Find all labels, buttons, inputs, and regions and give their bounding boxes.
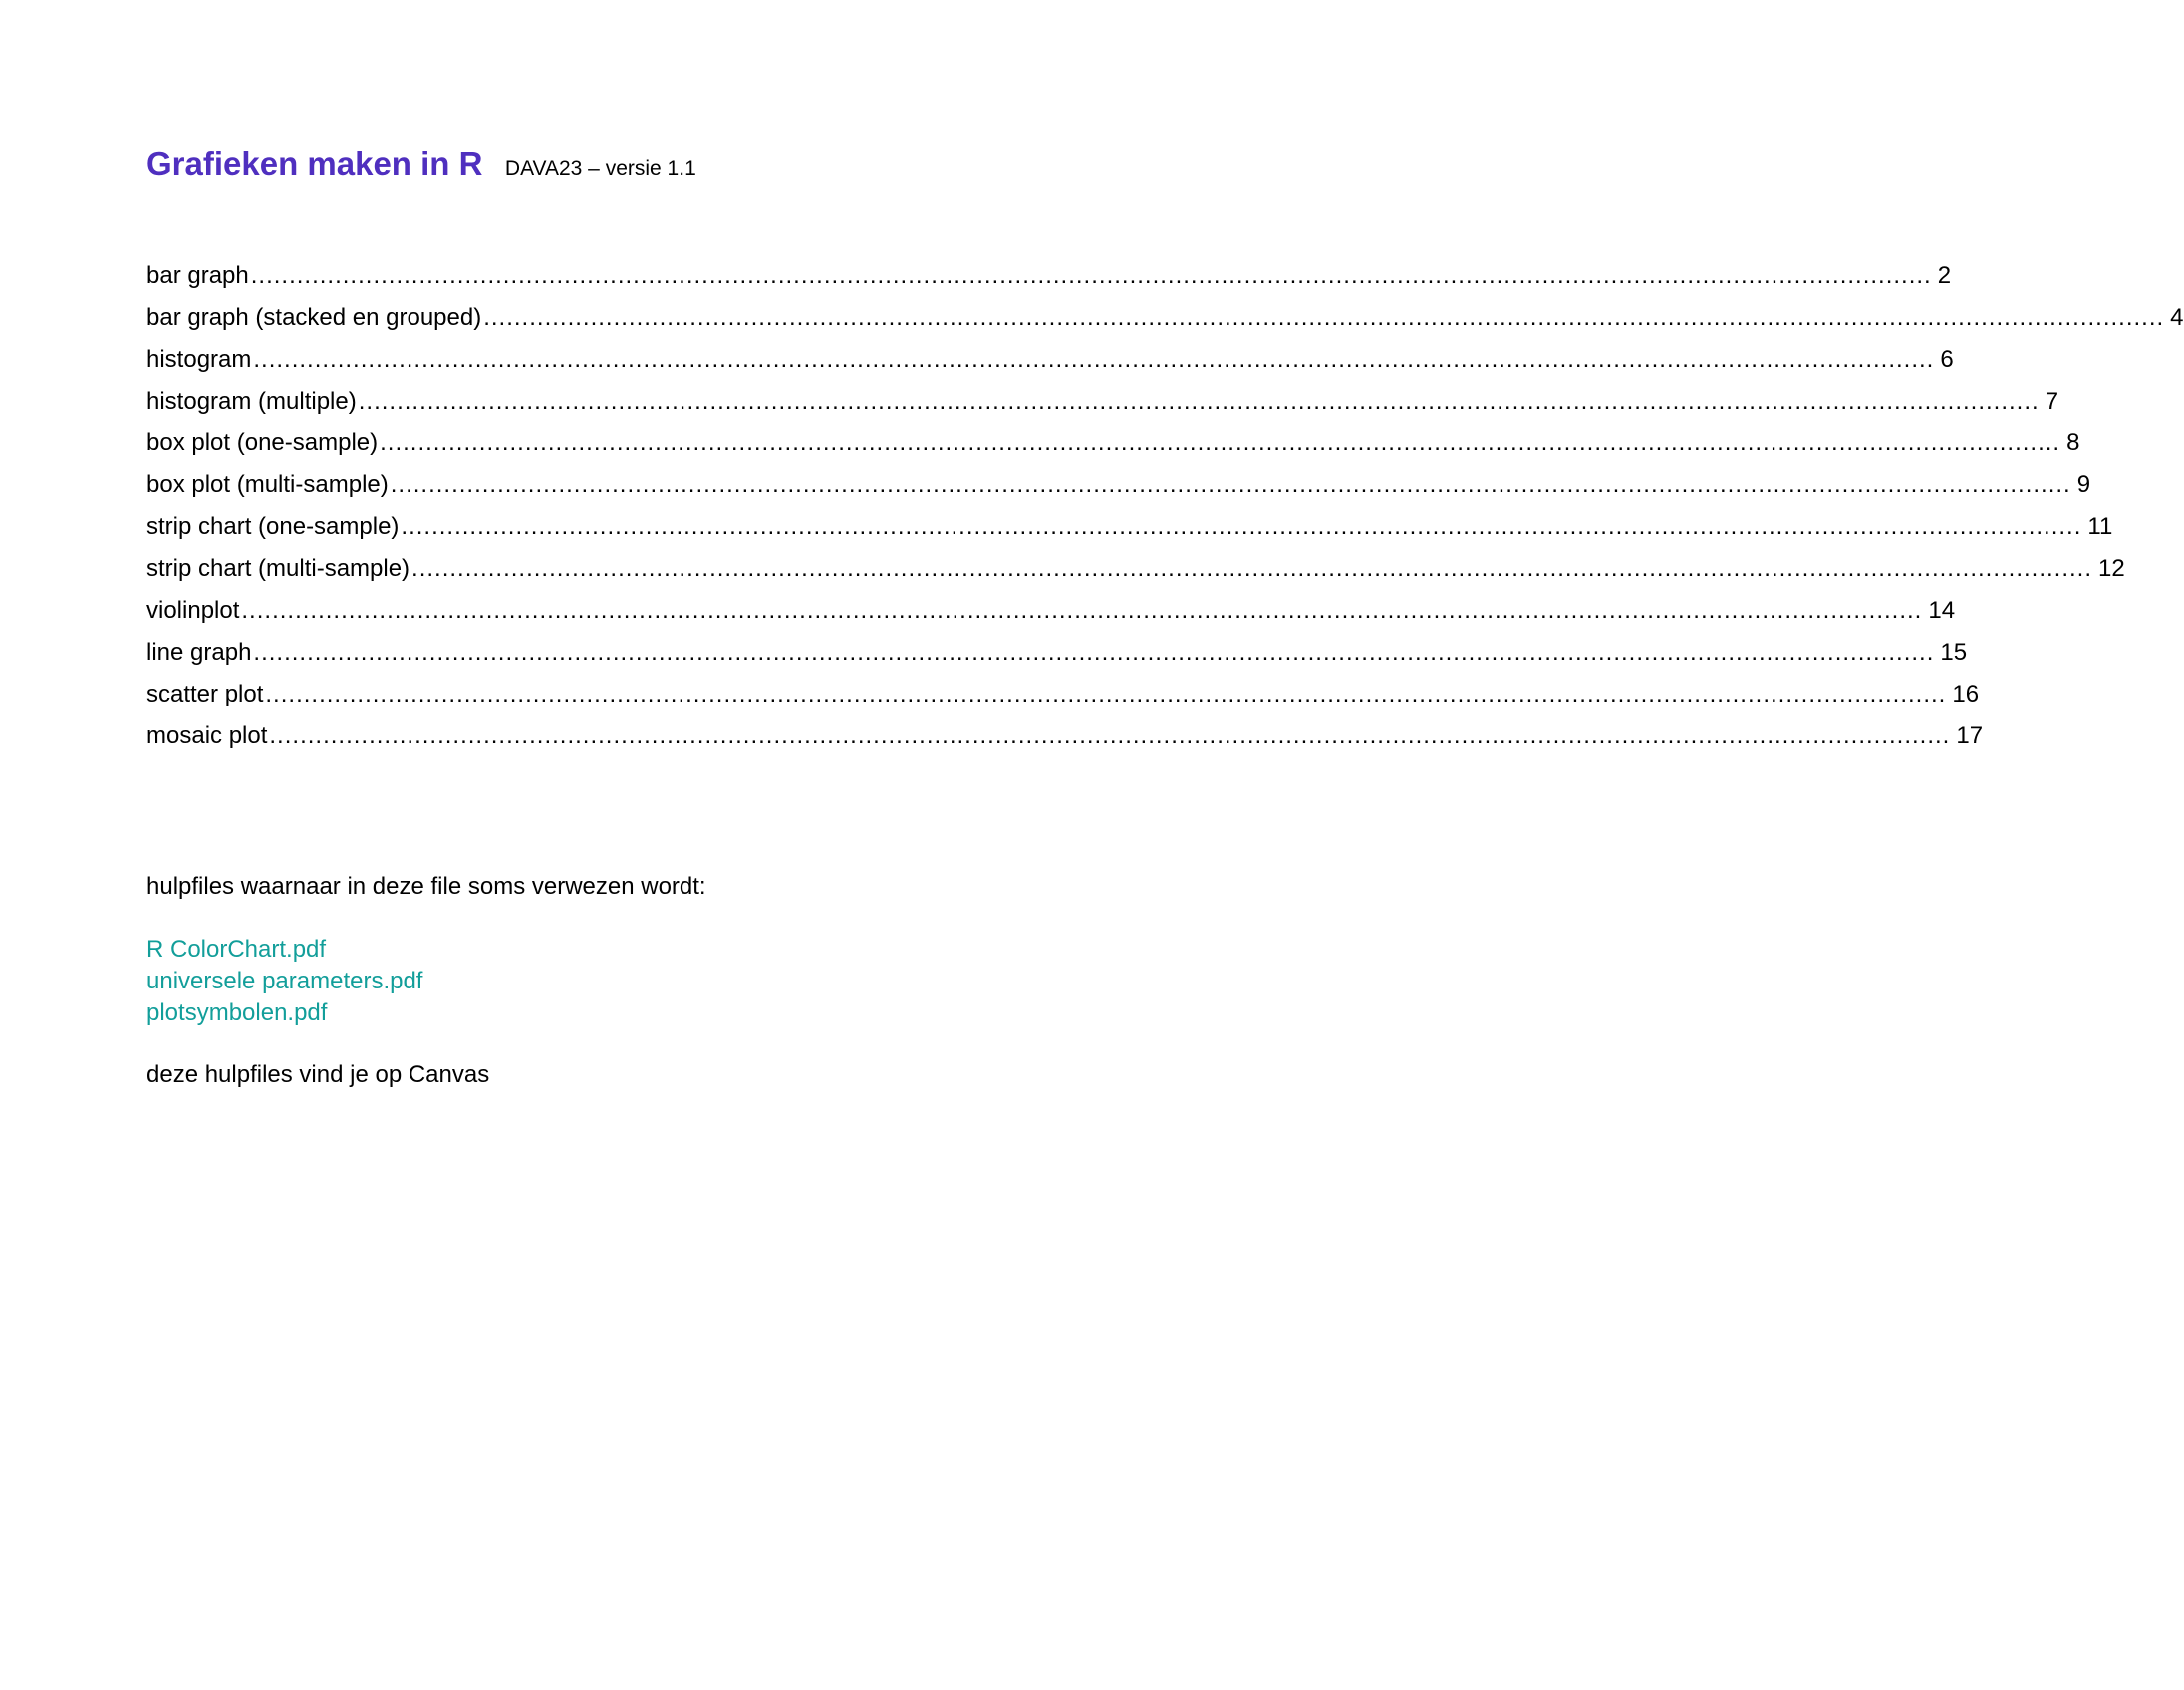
- toc-entry[interactable]: [146, 381, 2059, 422]
- toc-entry-label: scatter plot: [146, 681, 264, 707]
- toc-entry-label: histogram: [146, 346, 252, 373]
- toc-leader-dots: ............................................................................................................................................................................................................................: [253, 639, 1935, 666]
- document-title: Grafieken maken in R: [146, 145, 483, 182]
- toc-entry[interactable]: [146, 422, 2080, 464]
- toc-entry-label: strip chart (one-sample): [146, 513, 400, 540]
- helper-file-link[interactable]: plotsymbolen.pdf: [146, 999, 328, 1026]
- toc-entry-page: 8: [2066, 429, 2080, 456]
- toc-entry-page: 7: [2045, 388, 2059, 415]
- toc-entry-label: bar graph (stacked en grouped): [146, 304, 482, 331]
- toc-leader-dots: ............................................................................................................................................................................................................................: [401, 513, 2082, 540]
- toc-entry-label: line graph: [146, 639, 252, 666]
- toc-entry[interactable]: [146, 255, 1952, 297]
- toc-entry[interactable]: [146, 632, 1968, 674]
- document-subtitle: DAVA23 – versie 1.1: [504, 157, 696, 180]
- toc-entry-page: 16: [1952, 681, 1980, 707]
- toc-entry-page: 14: [1928, 597, 1956, 624]
- toc-entry[interactable]: [146, 674, 1980, 715]
- toc-leader-dots: ............................................................................................................................................................................................................................: [253, 346, 1935, 373]
- toc-entry-label: violinplot: [146, 597, 240, 624]
- toc-entry[interactable]: [146, 297, 2184, 339]
- toc-entry[interactable]: [146, 339, 1954, 381]
- toc-entry-page: 11: [2087, 513, 2113, 540]
- toc-entry[interactable]: [146, 715, 1984, 757]
- helper-file-link[interactable]: universele parameters.pdf: [146, 968, 423, 994]
- title-row: [146, 145, 696, 183]
- helper-files-location-note: deze hulpfiles vind je op Canvas: [146, 1061, 490, 1088]
- toc-leader-dots: ............................................................................................................................................................................................................................: [380, 429, 2061, 456]
- toc-entry-page: 4: [2170, 304, 2184, 331]
- helper-files-list: [146, 934, 422, 1029]
- toc-entry-page: 2: [1937, 262, 1952, 289]
- toc-entry-page: 12: [2098, 555, 2125, 582]
- toc-entry-label: strip chart (multi-sample): [146, 555, 410, 582]
- toc-leader-dots: ............................................................................................................................................................................................................................: [483, 304, 2165, 331]
- toc-leader-dots: ............................................................................................................................................................................................................................: [411, 555, 2092, 582]
- helper-files-intro: hulpfiles waarnaar in deze file soms verwezen wordt:: [146, 873, 706, 900]
- toc-leader-dots: ............................................................................................................................................................................................................................: [250, 262, 1932, 289]
- toc-leader-dots: ............................................................................................................................................................................................................................: [358, 388, 2040, 415]
- toc-leader-dots: ............................................................................................................................................................................................................................: [265, 681, 1947, 707]
- toc-entry-page: 6: [1940, 346, 1954, 373]
- toc-entry-label: box plot (multi-sample): [146, 471, 389, 498]
- table-of-contents: [146, 255, 2184, 757]
- toc-entry[interactable]: [146, 506, 2113, 548]
- toc-entry-page: 15: [1940, 639, 1968, 666]
- toc-entry-label: histogram (multiple): [146, 388, 357, 415]
- toc-entry[interactable]: [146, 464, 2091, 506]
- toc-leader-dots: ............................................................................................................................................................................................................................: [269, 722, 1951, 749]
- toc-entry-page: 17: [1956, 722, 1984, 749]
- toc-entry-label: bar graph: [146, 262, 249, 289]
- toc-entry-label: box plot (one-sample): [146, 429, 379, 456]
- toc-entry[interactable]: [146, 548, 2125, 590]
- toc-entry-page: 9: [2076, 471, 2091, 498]
- toc-entry-label: mosaic plot: [146, 722, 268, 749]
- toc-entry[interactable]: [146, 590, 1956, 632]
- toc-leader-dots: ............................................................................................................................................................................................................................: [241, 597, 1923, 624]
- toc-leader-dots: ............................................................................................................................................................................................................................: [390, 471, 2071, 498]
- helper-file-link[interactable]: R ColorChart.pdf: [146, 936, 327, 963]
